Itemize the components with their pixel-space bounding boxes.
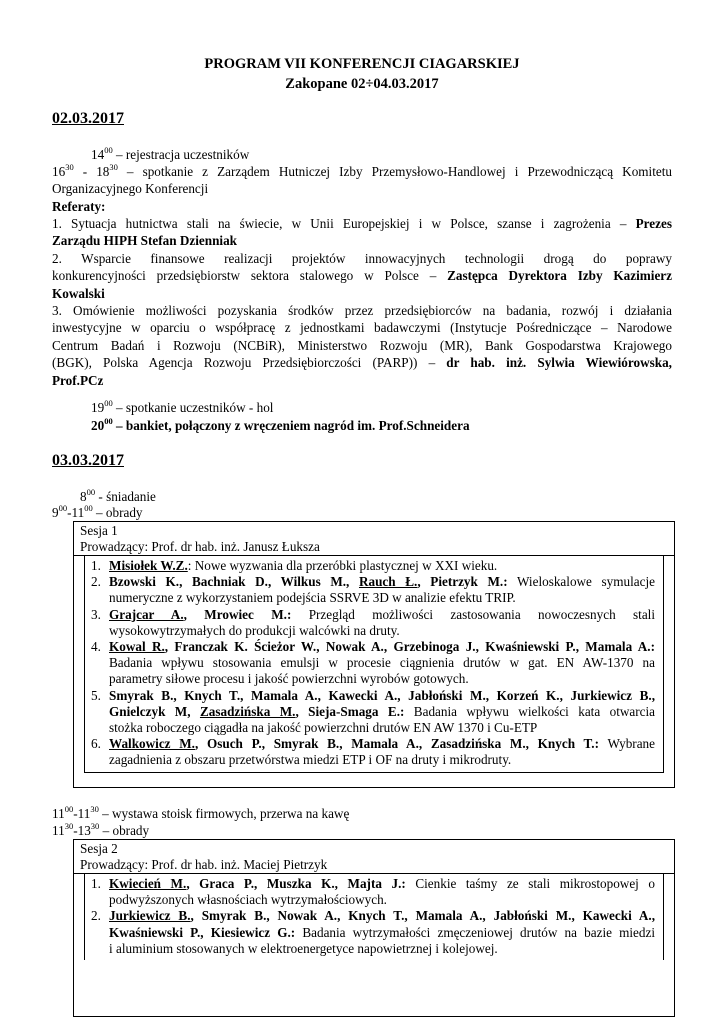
session1-box (73, 521, 675, 788)
list-item: 2. Jurkiewicz B., Smyrak B., Nowak A., Knych T., Mamala A., Jabłoński M., Kawecki A., Kwaśniewski P., Kiesiewicz G.: Badania wytrzymałości zmęczeniowej drutów na bazie miedzi i aluminium stosowanych w elektroenergetyce napowietrznej i kolejowej. (91, 908, 656, 956)
registration-line: $14^{00}$ – rejestracja uczestników (91, 145, 250, 162)
paper-3: 3. Omówienie możliwości pozyskania środków przez przedsiębiorców na badania, rozwój i działania inwestycyjne w oparciu o współpracę z jednostkami badawczymi (Instytucje Pośredniczące – Narodowe Centrum Badań i Rozwoju (NCBiR), Ministerstwo Rozwoju (MR), Bank Gospodarstwa Krajowego (BGK), Polska Agencja Rozwoju Przedsiębiorczości (PARP)) – dr hab. inż. Sylwia Wiewiórowska, Prof.PCz (52, 303, 672, 388)
list-item: 2. Bzowski K., Bachniak D., Wilkus M., Rauch Ł., Pietrzyk M.: Wieloskalowe symulacje numeryczne z wykorzystaniem podejścia SSRVE 3D w analizie efektu TRIP. (91, 574, 656, 606)
evening-meeting-line: $19^{00}$ – spotkanie uczestników - hol (91, 398, 274, 415)
breakfast-line: $8^{00}$ - śniadanie (80, 487, 156, 504)
session2-name: Sesja 2 (80, 841, 118, 856)
session2-header (74, 840, 674, 874)
session1-chair: Prowadzący: Prof. dr hab. inż. Janusz Łuksza (80, 539, 320, 554)
program-subtitle: Zakopane 02÷04.03.2017 (285, 76, 439, 92)
session1-name: Sesja 1 (80, 523, 118, 538)
list-item: 6. Walkowicz M., Osuch P., Smyrak B., Mamala A., Zasadzińska M., Knych T.: Wybrane zagadnienia z obszaru przetwórstwa miedzi ETP i OF na druty i mikrodruty. (91, 736, 655, 768)
list-item: 5. Smyrak B., Knych T., Mamala A., Kawecki A., Jabłoński M., Korzeń K., Jurkiewicz B., Gnielczyk M, Zasadzińska M., Sieja-Smaga E.: Badania wpływu wielkości kata otwarcia stożka roboczego ciągadła na jakość powierzchni drutów EN AW 1370 i Cu-ETP (91, 687, 655, 736)
paper-2: 2. Wsparcie finansowe realizacji projektów innowacyjnych technologii drogą do poprawy konkurencyjności przedsiębiorstw sektora stalowego w Polsce – Zastępca Dyrektora Izby Kazimierz Kowalski (52, 251, 673, 301)
session2-box (73, 839, 675, 1017)
list-item: 1. Misiołek W.Z.: Nowe wyzwania dla przeróbki plastycznej w XXI wieku. (91, 558, 498, 573)
list-item: 3. Grajcar A., Mrowiec M.: Przegląd możliwości zastosowania nowoczesnych stali wysokowytrzymałych do produkcji walcówki na druty. (91, 606, 656, 638)
session1-header (74, 522, 674, 556)
papers-heading: Referaty: (52, 199, 106, 214)
program-title: PROGRAM VII KONFERENCJI CIAGARSKIEJ (204, 56, 520, 72)
paper-1: 1. Sytuacja hutnictwa stali na świecie, w Unii Europejskiej i w Polsce, szanse i zagrożenia – Prezes Zarządu HIPH Stefan Dzienniak (52, 216, 672, 249)
day1-date: 02.03.2017 (52, 110, 124, 127)
session2-time-line: $11^{30}-13^{30}$ – obrady (52, 821, 150, 838)
list-item: 1. Kwiecień M., Graca P., Muszka K., Majta J.: Cienkie taśmy ze stali mikrostopowej o podwyższonych własnościach wytrzymałościowych. (91, 876, 655, 908)
list-item: 4. Kowal R., Franczak K. Ścieżor W., Nowak A., Grzebinoga J., Kwaśniewski P., Mamala A.: Badania wpływu stosowania emulsji w procesie ciągnienia drutów w gat. EN AW-1370 na parametry siłowe procesu i jakość powierzchni wyrobów gotowych. (91, 639, 655, 687)
coffee-break-line: $11^{00}-11^{30}$ – wystawa stoisk firmowych, przerwa na kawę (52, 804, 350, 821)
day2-date: 03.03.2017 (52, 452, 124, 469)
session1-list (84, 556, 664, 773)
session1-time-line: $9^{00}-11^{00}$ – obrady (52, 503, 143, 520)
session2-list (84, 874, 664, 960)
session2-chair: Prowadzący: Prof. dr hab. inż. Maciej Pietrzyk (80, 857, 328, 872)
banquet-line: $20^{00}$ – bankiet, połączony z wręczeniem nagród im. Prof.Schneidera (91, 416, 470, 433)
board-meeting-paragraph: $16^{30} - 18^{30}$ – spotkanie z Zarządem Hutniczej Izby Przemysłowo-Handlowej i Przewodniczącą Komitetu Organizacyjnego Konferencji (52, 162, 672, 197)
